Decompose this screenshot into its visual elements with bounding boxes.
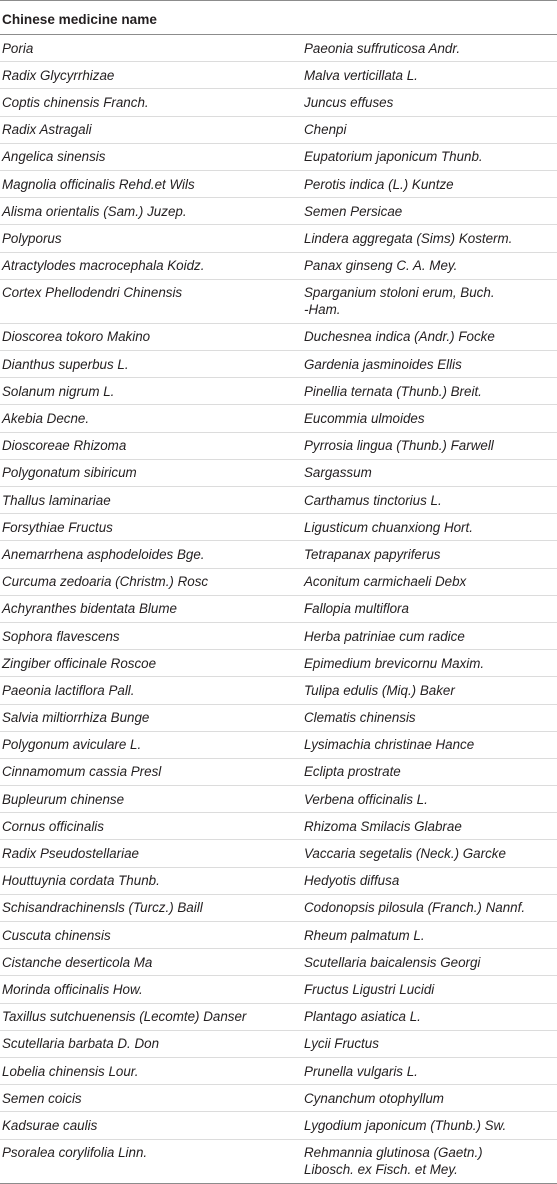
table-row <box>0 487 557 514</box>
column-header: Chinese medicine name <box>0 1 557 35</box>
table-row <box>0 704 557 731</box>
medicine-name-left: Cornus officinalis <box>0 813 302 840</box>
medicine-name-left: Cistanche deserticola Ma <box>0 949 302 976</box>
medicine-name-left: Cuscuta chinensis <box>0 922 302 949</box>
table-row <box>0 595 557 622</box>
table-row <box>0 894 557 921</box>
table-row <box>0 252 557 279</box>
table-row <box>0 514 557 541</box>
medicine-name-right: Fructus Ligustri Lucidi <box>302 976 557 1003</box>
medicine-name-left: Sophora flavescens <box>0 622 302 649</box>
table-row <box>0 1057 557 1084</box>
medicine-name-left: Morinda officinalis How. <box>0 976 302 1003</box>
medicine-name-left: Coptis chinensis Franch. <box>0 89 302 116</box>
medicine-name-right: Scutellaria baicalensis Georgi <box>302 949 557 976</box>
medicine-name-right: Epimedium brevicornu Maxim. <box>302 650 557 677</box>
table-row <box>0 225 557 252</box>
medicine-name-left: Solanum nigrum L. <box>0 378 302 405</box>
medicine-name-right: Clematis chinensis <box>302 704 557 731</box>
table-row <box>0 459 557 486</box>
medicine-name-left: Akebia Decne. <box>0 405 302 432</box>
medicine-name-right: Prunella vulgaris L. <box>302 1057 557 1084</box>
medicine-name-right: Ligusticum chuanxiong Hort. <box>302 514 557 541</box>
medicine-name-right: Plantago asiatica L. <box>302 1003 557 1030</box>
medicine-name-left: Anemarrhena asphodeloides Bge. <box>0 541 302 568</box>
medicine-name-left: Scutellaria barbata D. Don <box>0 1030 302 1057</box>
medicine-name-right: Carthamus tinctorius L. <box>302 487 557 514</box>
medicine-name-right: Eupatorium japonicum Thunb. <box>302 143 557 170</box>
table-row <box>0 813 557 840</box>
medicine-name-left: Bupleurum chinense <box>0 786 302 813</box>
table-row <box>0 432 557 459</box>
medicine-name-left: Semen coicis <box>0 1085 302 1112</box>
table-row <box>0 867 557 894</box>
medicine-name-right: Semen Persicae <box>302 198 557 225</box>
medicine-name-right: Lindera aggregata (Sims) Kosterm. <box>302 225 557 252</box>
medicine-name-left: Curcuma zedoaria (Christm.) Rosc <box>0 568 302 595</box>
table-header-row <box>0 1 557 35</box>
medicine-name-left: Dioscorea tokoro Makino <box>0 323 302 350</box>
medicine-name-right: Sargassum <box>302 459 557 486</box>
table-row <box>0 35 557 62</box>
table-row <box>0 650 557 677</box>
table-row <box>0 1085 557 1112</box>
medicine-name-right: Eucommia ulmoides <box>302 405 557 432</box>
medicine-name-right: Paeonia suffruticosa Andr. <box>302 35 557 62</box>
table-row <box>0 116 557 143</box>
table-row <box>0 541 557 568</box>
table-row <box>0 622 557 649</box>
medicine-name-left: Taxillus sutchuenensis (Lecomte) Danser <box>0 1003 302 1030</box>
medicine-name-left: Thallus laminariae <box>0 487 302 514</box>
medicine-name-left: Salvia miltiorrhiza Bunge <box>0 704 302 731</box>
medicine-name-right: Duchesnea indica (Andr.) Focke <box>302 323 557 350</box>
table-row <box>0 1030 557 1057</box>
medicine-name-left: Poria <box>0 35 302 62</box>
medicine-name-left: Cinnamomum cassia Presl <box>0 758 302 785</box>
medicine-name-left: Polygonatum sibiricum <box>0 459 302 486</box>
medicine-name-left: Atractylodes macrocephala Koidz. <box>0 252 302 279</box>
medicine-name-right: Chenpi <box>302 116 557 143</box>
medicine-name-right: Rehmannia glutinosa (Gaetn.) Libosch. ex Fisch. et Mey. <box>302 1139 557 1183</box>
table-row <box>0 405 557 432</box>
table-row <box>0 351 557 378</box>
medicine-name-right: Hedyotis diffusa <box>302 867 557 894</box>
table-row <box>0 170 557 197</box>
medicine-name-right: Panax ginseng C. A. Mey. <box>302 252 557 279</box>
medicine-name-left: Houttuynia cordata Thunb. <box>0 867 302 894</box>
medicine-name-right: Rheum palmatum L. <box>302 922 557 949</box>
table-row <box>0 677 557 704</box>
table-body <box>0 35 557 1184</box>
medicine-name-left: Cortex Phellodendri Chinensis <box>0 279 302 323</box>
medicine-name-right: Codonopsis pilosula (Franch.) Nannf. <box>302 894 557 921</box>
medicine-name-right: Malva verticillata L. <box>302 62 557 89</box>
medicine-name-right: Juncus effuses <box>302 89 557 116</box>
medicine-name-left: Dianthus superbus L. <box>0 351 302 378</box>
medicine-name-right: Gardenia jasminoides Ellis <box>302 351 557 378</box>
medicine-name-left: Psoralea corylifolia Linn. <box>0 1139 302 1183</box>
table-row <box>0 1139 557 1183</box>
medicine-name-left: Zingiber officinale Roscoe <box>0 650 302 677</box>
medicine-name-left: Schisandrachinensls (Turcz.) Baill <box>0 894 302 921</box>
medicine-name-left: Alisma orientalis (Sam.) Juzep. <box>0 198 302 225</box>
medicine-name-left: Polygonum aviculare L. <box>0 731 302 758</box>
medicine-name-right: Lysimachia christinae Hance <box>302 731 557 758</box>
medicine-name-right: Pyrrosia lingua (Thunb.) Farwell <box>302 432 557 459</box>
table-row <box>0 976 557 1003</box>
medicine-name-right: Lycii Fructus <box>302 1030 557 1057</box>
medicine-table <box>0 1 557 1184</box>
table-row <box>0 922 557 949</box>
table-row <box>0 62 557 89</box>
table-row <box>0 568 557 595</box>
table-row <box>0 143 557 170</box>
table-row <box>0 758 557 785</box>
medicine-name-left: Radix Pseudostellariae <box>0 840 302 867</box>
medicine-name-right: Lygodium japonicum (Thunb.) Sw. <box>302 1112 557 1139</box>
medicine-name-right: Verbena officinalis L. <box>302 786 557 813</box>
medicine-name-left: Paeonia lactiflora Pall. <box>0 677 302 704</box>
table-row <box>0 949 557 976</box>
medicine-name-right: Perotis indica (L.) Kuntze <box>302 170 557 197</box>
table-row <box>0 786 557 813</box>
medicine-name-right: Tulipa edulis (Miq.) Baker <box>302 677 557 704</box>
medicine-name-right: Tetrapanax papyriferus <box>302 541 557 568</box>
table-row <box>0 279 557 323</box>
medicine-name-right: Cynanchum otophyllum <box>302 1085 557 1112</box>
medicine-name-left: Kadsurae caulis <box>0 1112 302 1139</box>
medicine-name-left: Lobelia chinensis Lour. <box>0 1057 302 1084</box>
medicine-name-right: Pinellia ternata (Thunb.) Breit. <box>302 378 557 405</box>
medicine-name-left: Forsythiae Fructus <box>0 514 302 541</box>
medicine-name-right: Fallopia multiflora <box>302 595 557 622</box>
table-row <box>0 1112 557 1139</box>
medicine-name-left: Dioscoreae Rhizoma <box>0 432 302 459</box>
medicine-name-left: Achyranthes bidentata Blume <box>0 595 302 622</box>
medicine-name-right: Rhizoma Smilacis Glabrae <box>302 813 557 840</box>
table-row <box>0 731 557 758</box>
table-row <box>0 198 557 225</box>
table-row <box>0 323 557 350</box>
table-row <box>0 89 557 116</box>
table-row <box>0 378 557 405</box>
medicine-name-left: Radix Astragali <box>0 116 302 143</box>
medicine-name-right: Aconitum carmichaeli Debx <box>302 568 557 595</box>
medicine-name-right: Vaccaria segetalis (Neck.) Garcke <box>302 840 557 867</box>
medicine-name-left: Angelica sinensis <box>0 143 302 170</box>
medicine-name-left: Radix Glycyrrhizae <box>0 62 302 89</box>
table-row <box>0 840 557 867</box>
medicine-name-left: Magnolia officinalis Rehd.et Wils <box>0 170 302 197</box>
medicine-name-right: Eclipta prostrate <box>302 758 557 785</box>
medicine-name-right: Herba patriniae cum radice <box>302 622 557 649</box>
table-row <box>0 1003 557 1030</box>
medicine-name-right: Sparganium stoloni erum, Buch. -Ham. <box>302 279 557 323</box>
medicine-name-left: Polyporus <box>0 225 302 252</box>
